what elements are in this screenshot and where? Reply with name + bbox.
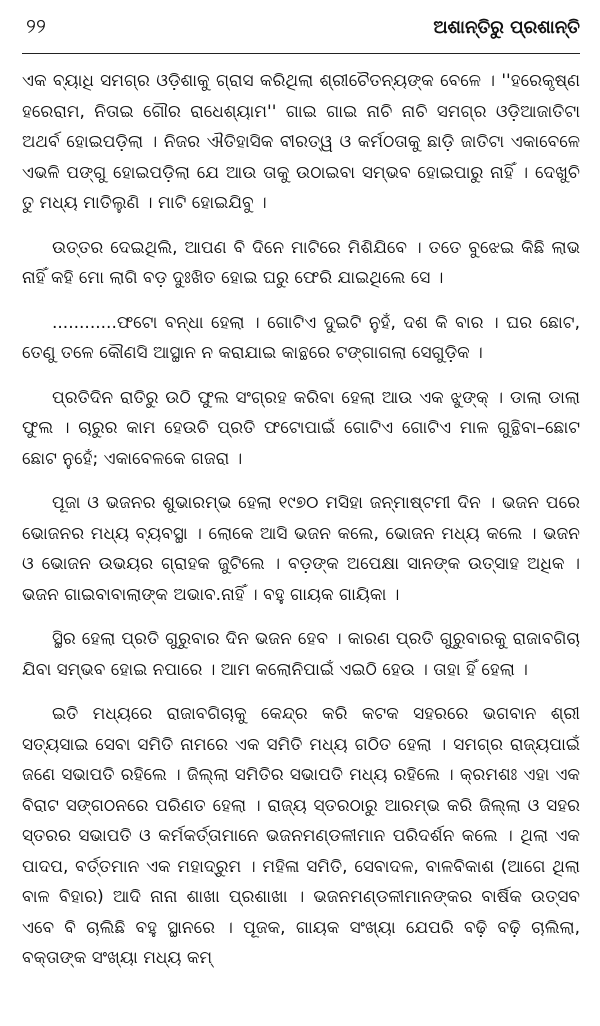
- page-header: [22, 14, 580, 54]
- paragraph: ପ୍ରତିଦିନ ରାତିରୁ ଉଠି ଫୁଲ ସଂଗ୍ରହ କରିବା ହେଲା ଆଉ ଏକ ଝୁଙ୍କ୍ । ଡାଲା ଡାଲା ଫୁଲ । ଚାରୁର କାମ ହେଉଚି ପ୍ରତି ଫଟୋପାଇଁ ଗୋଟିଏ ଗୋଟିଏ ମାଳ ଗୁନ୍ଥିବା–ଛୋଟ ଛୋଟ ନୁହେଁ; ଏକାବେଳକେ ଗଜରା ।: [22, 387, 580, 469]
- paragraph: ଇତି ମଧ୍ୟରେ ରାଜାବଗିଚାକୁ କେନ୍ଦ୍ର କରି କଟକ ସହରରେ ଭଗବାନ ଶ୍ରୀ ସତ୍ୟସାଇ ସେବା ସମିତି ନାମରେ ଏକ ସମିତି ମଧ୍ୟ ଗଠିତ ହେଲା । ସମଗ୍ର ରାଜ୍ୟପାଇଁ ଜଣେ ସଭାପତି ରହିଲେ । ଜିଲ୍ଲା ସମିତିର ସଭାପତି ମଧ୍ୟ ରହିଲେ । କ୍ରମଶଃ ଏହା ଏକ ବିରାଟ ସଙ୍ଗଠନରେ ପରିଣତ ହେଲା । ରାଜ୍ୟ ସ୍ତରଠାରୁ ଆରମ୍ଭ କରି ଜିଲ୍ଲା ଓ ସହର ସ୍ତରର ସଭାପତି ଓ କର୍ମକର୍ତ୍ତାମାନେ ଭଜନମଣ୍ଡଳୀମାନ ପରିଦର୍ଶନ କଲେ । ଥିଲା ଏକ ପାଦପ, ବର୍ତ୍ତମାନ ଏକ ମହାଦ୍ରୁମ । ମହିଳା ସମିତି, ସେବାଦଳ, ବାଳବିକାଶ (ଆଗେ ଥିଲା ବାଳ ବିହାର) ଆଦି ନାନା ଶାଖା ପ୍ରଶାଖା । ଭଜନମଣ୍ଡଳୀମାନଙ୍କର ବାର୍ଷିକ ଉତ୍ସବ ଏବେ ବି ଚାଲିଛି ବହୁ ସ୍ଥାନରେ । ପୂଜକ, ଗାୟକ ସଂଖ୍ୟା ଯେପରି ବଢ଼ି ବଢ଼ି ଚାଲିଲା, ବକ୍ତାଙ୍କ ସଂଖ୍ୟା ମଧ୍ୟ କମ୍: [22, 704, 580, 968]
- running-title: ଅଶାନ୍ତିରୁ ପ୍ରଶାନ୍ତି: [433, 17, 580, 38]
- paragraph: ଉତ୍ତର ଦେଇଥିଲି, ଆପଣ ବି ଦିନେ ମାଟିରେ ମିଶିଯିବେ । ତତେ ବୁଝେଇ କିଛି ଲାଭ ନାହିଁ କହି ମୋ ଲାଗି ବଡ଼ ଦୁଃଖିତ ହୋଇ ଘରୁ ଫେରି ଯାଇଥିଲେ ସେ ।: [22, 237, 580, 288]
- page-number: ୨୨: [26, 14, 46, 38]
- paragraph: ............ଫଟୋ ବନ୍ଧା ହେଲା । ଗୋଟିଏ ଦୁଇଟି ନୁହଁ, ଦଶ କି ବାର । ଘର ଛୋଟ, ତେଣୁ ତଳେ କୌଣସି ଆସ୍ଥାନ ନ କରାଯାଇ କାନ୍ଥରେ ଟଙ୍ଗାଗଲା ସେଗୁଡ଼ିକ ।: [22, 312, 580, 363]
- paragraph: ପୂଜା ଓ ଭଜନର ଶୁଭାରମ୍ଭ ହେଲା ୧୯୭୦ ମସିହା ଜନ୍ମାଷ୍ଟମୀ ଦିନ । ଭଜନ ପରେ ଭୋଜନର ମଧ୍ୟ ବ୍ୟବସ୍ଥା । ଲୋକେ ଆସି ଭଜନ କଲେ, ଭୋଜନ ମଧ୍ୟ କଲେ । ଭଜନ ଓ ଭୋଜନ ଉଭୟର ଗ୍ରାହକ ଜୁଟିଲେ । ବଡ଼ଙ୍କ ଅପେକ୍ଷା ସାନଙ୍କ ଉତ୍ସାହ ଅଧିକ । ଭଜନ ଗାଇବାବାଲାଙ୍କ ଅଭାବ.ନାହିଁ । ବହୁ ଗାୟକ ଗାୟିକା ।: [22, 493, 580, 605]
- paragraph: ସ୍ଥିର ହେଲା ପ୍ରତି ଗୁରୁବାର ଦିନ ଭଜନ ହେବ । କାରଣ ପ୍ରତି ଗୁରୁବାରକୁ ରାଜାବଗିଚା ଯିବା ସମ୍ଭବ ହୋଇ ନପାରେ । ଆମ କଲୋନିପାଇଁ ଏଇଠି ହେଉ । ତାହା ହିଁ ହେଲା ।: [22, 629, 580, 680]
- body-text: [22, 66, 580, 974]
- paragraph: ଏକ ବ୍ୟାଧି ସମଗ୍ର ଓଡ଼ିଶାକୁ ଗ୍ରାସ କରିଥିଲା ଶ୍ରୀଚୈତନ୍ୟଙ୍କ ବେଳେ । ''ହରେକୃଷ୍ଣ ହରେରାମ, ନିତାଇ ଗୌର ରାଧେଶ୍ୟାମ'' ଗାଇ ଗାଇ ନାଚି ନାଚି ସମଗ୍ର ଓଡ଼ିଆଜାତିଟା ଅଥର୍ବ ହୋଇପଡ଼ିଲା । ନିଜର ଐତିହାସିକ ବୀରତ୍ୱ ଓ କର୍ମଠତାକୁ ଛାଡ଼ି ଜାତିଟା ଏକାବେଳେ ଏଭଳି ପଙ୍ଗୁ ହୋଇପଡ଼ିଲା ଯେ ଆଉ ତାକୁ ଉଠାଇବା ସମ୍ଭବ ହୋଇପାରୁ ନାହିଁ । ଦେଖୁଚି ତୁ ମଧ୍ୟ ମାତିଲୁଣି । ମାଟି ହୋଇଯିବୁ ।: [22, 71, 580, 213]
